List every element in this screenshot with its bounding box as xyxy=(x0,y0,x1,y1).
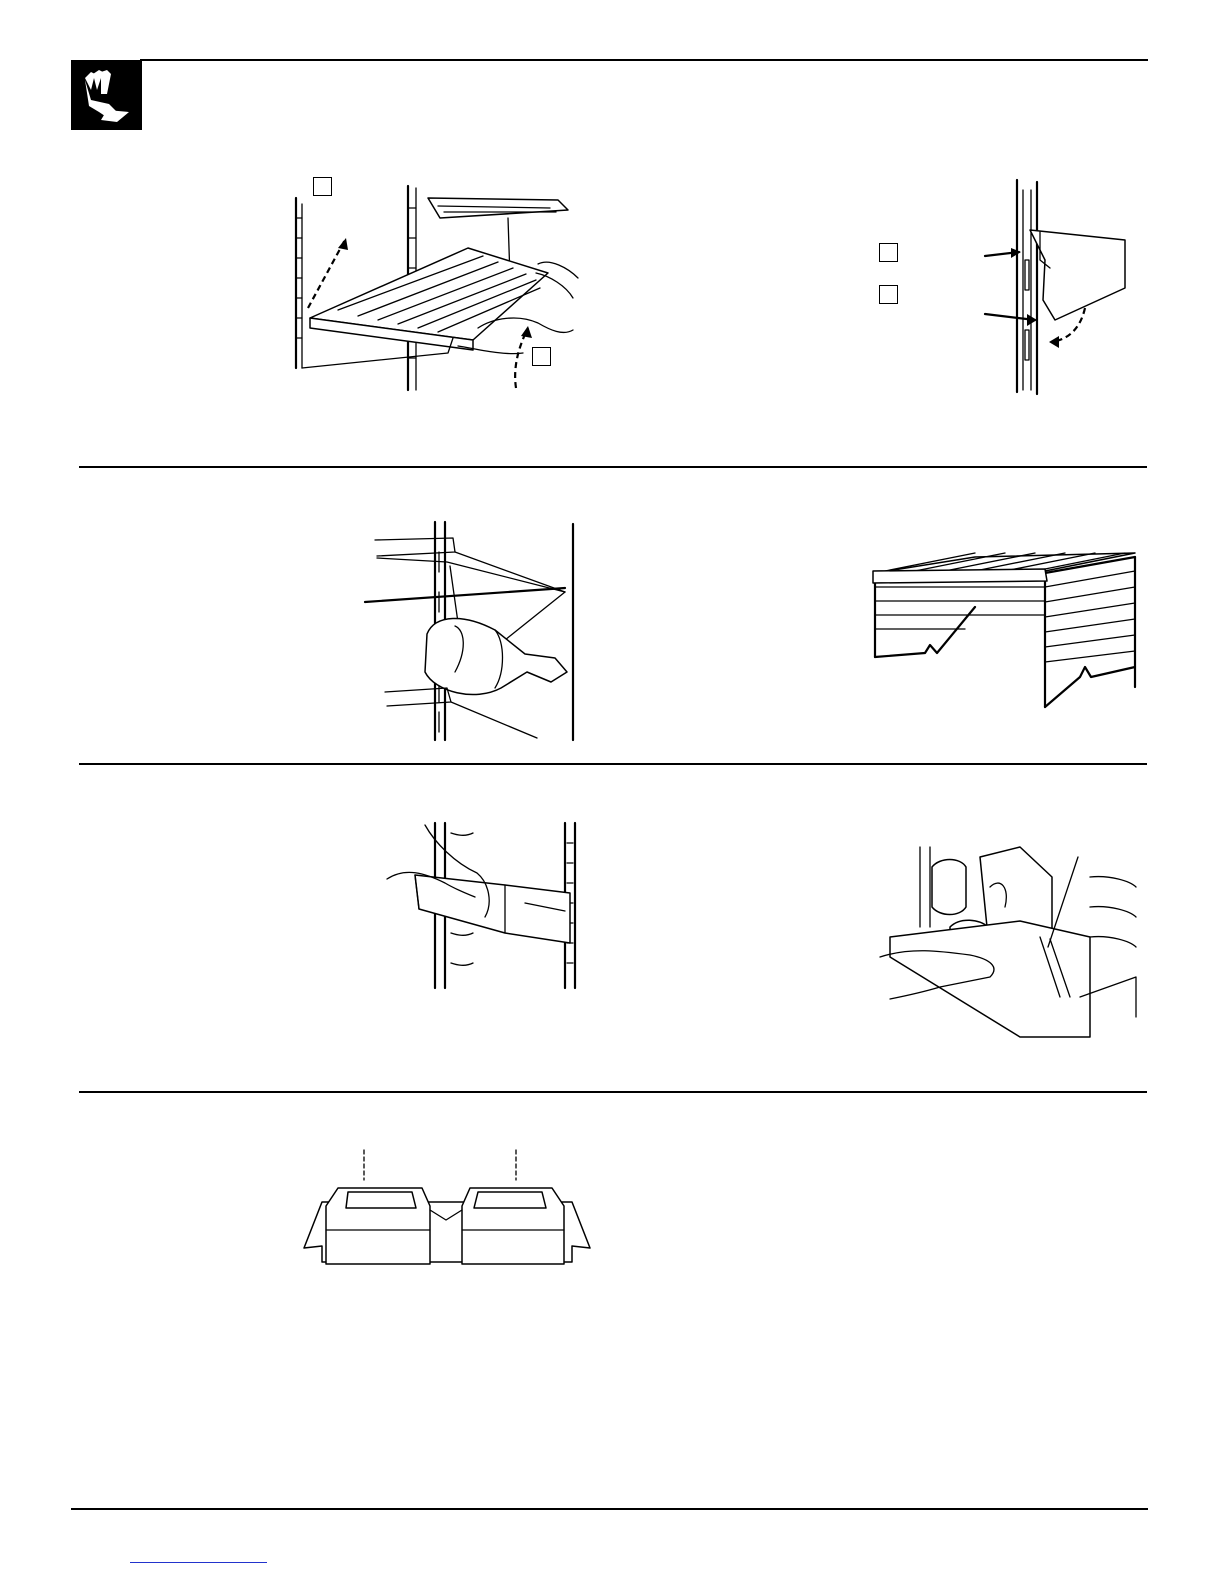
step-box-4 xyxy=(879,285,898,304)
header-rule xyxy=(140,59,1148,61)
step-box-2 xyxy=(532,347,551,366)
footer-rule xyxy=(71,1508,1148,1510)
door-bin-illustration xyxy=(385,823,585,988)
snack-pans-illustration xyxy=(302,1150,592,1275)
dairy-divider-illustration xyxy=(880,847,1140,1042)
wire-shelf-illustration xyxy=(865,547,1140,712)
section-rule-3 xyxy=(79,1091,1147,1093)
step-box-3 xyxy=(879,243,898,262)
header-logo xyxy=(71,60,142,130)
hand-cleaning-icon xyxy=(71,60,142,130)
wine-rack-illustration xyxy=(355,522,585,742)
shelf-bracket-illustration xyxy=(985,180,1145,400)
section-rule-2 xyxy=(79,763,1147,765)
section-rule-1 xyxy=(79,466,1147,468)
footer-link[interactable] xyxy=(130,1552,267,1563)
step-box-1 xyxy=(313,177,332,196)
